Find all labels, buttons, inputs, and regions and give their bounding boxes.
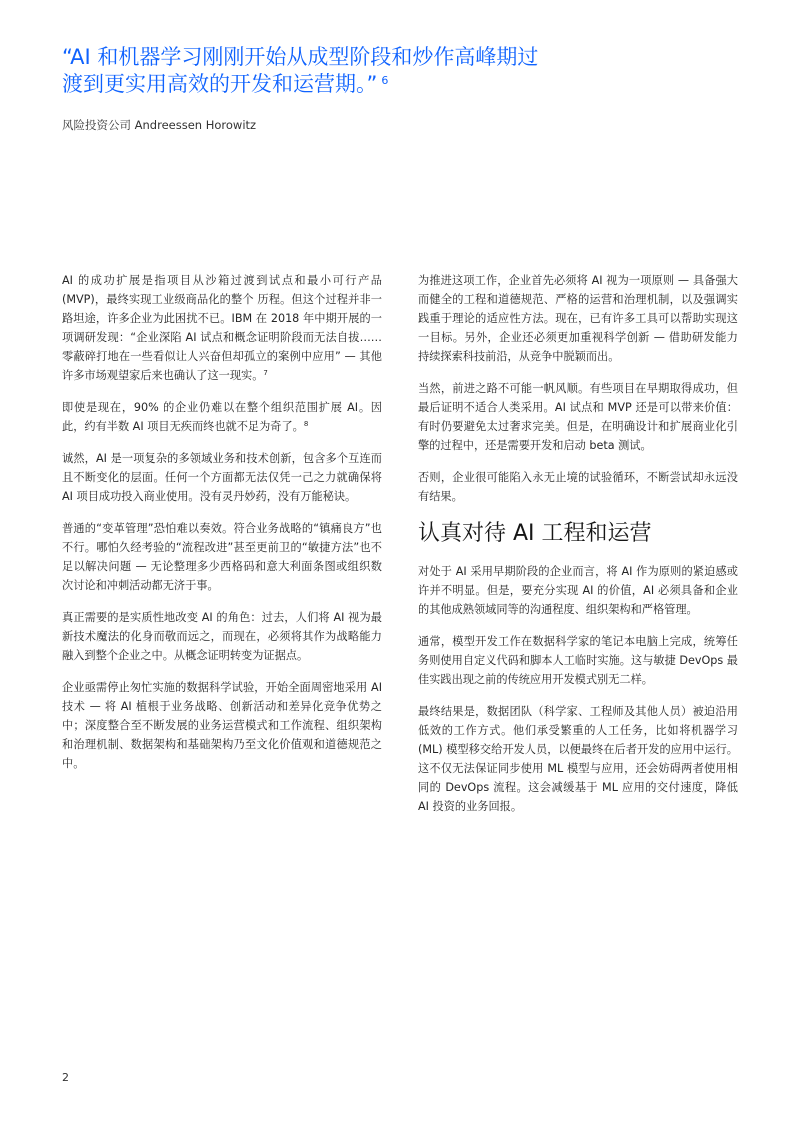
right-column — [418, 271, 738, 829]
left-column — [62, 271, 382, 786]
paragraph: 即使是现在，90% 的企业仍难以在整个组织范围扩展 AI。因此，约有半数 AI 项目无疾而终也就不足为奇了。$^8$ — [62, 401, 382, 433]
quote-source: 风险投资公司 Andreessen Horowitz — [62, 118, 257, 132]
pull-quote-text: “AI 和机器学习刚刚开始从成型阶段和炒作高峰期过渡到更实用高效的开发和运营期。” — [62, 45, 539, 96]
paragraph: 通常，模型开发工作在数据科学家的笔记本电脑上完成，统筹任务则使用自定义代码和脚本人工临时实施。这与敏捷 DevOps 最佳实践出现之前的传统应用开发模式别无二样。 — [418, 635, 738, 686]
pull-quote — [62, 44, 542, 98]
page-number: 2 — [62, 1071, 69, 1084]
paragraph: 当然，前进之路不可能一帆风顺。有些项目在早期取得成功，但最后证明不适合人类采用。AI 试点和 MVP 还是可以带来价值：有时仍要避免太过奢求完美。但是，在明确设计和扩展商业化引擎的过程中，还是需要开发和启动 beta 测试。 — [418, 382, 738, 452]
paragraph: 对处于 AI 采用早期阶段的企业而言，将 AI 作为原则的紧迫感或许并不明显。但是，要充分实现 AI 的价值，AI 必须具备和企业的其他成熟领域同等的沟通程度、组织架构和严格管理。 — [418, 565, 738, 616]
footnote-ref: 8 — [303, 420, 309, 428]
paragraph: 最终结果是，数据团队（科学家、工程师及其他人员）被迫沿用低效的工作方式。他们承受繁重的人工任务，比如将机器学习 (ML) 模型移交给开发人员，以便最终在后者开发的应用中运行。这不仅无法保证同步使用 ML 模型与应用，还会妨碍两者使用相同的 DevOps 流程。这会减缓基于 ML 应用的交付速度，降低 AI 投资的业务回报。 — [418, 705, 738, 813]
paragraph: AI 的成功扩展是指项目从沙箱过渡到试点和最小可行产品 (MVP)，最终实现工业级商品化的整个 历程。但这个过程并非一路坦途，许多企业为此困扰不已。IBM 在 2018 年中期开展的一项调研发现：“企业深陷 AI 试点和概念证明阶段而无法自拔……零蔽碎打地在一些看似让人兴奋但却孤立的案例中应用” — 其他许多市场观望家后来也确认了这一现实。$^7$ — [62, 274, 382, 382]
paragraph: 真正需要的是实质性地改变 AI 的角色：过去，人们将 AI 视为最新技术魔法的化身而敬而远之，而现在，必须将其作为战略能力融入到整个企业之中。从概念证明转变为证据点。 — [62, 611, 382, 662]
footnote-ref: 7 — [263, 369, 268, 377]
section-heading: 认真对待 AI 工程和运营 — [418, 521, 652, 546]
paragraph: 诚然，AI 是一项复杂的多领域业务和技术创新，包含多个互连而且不断变化的层面。任何一个方面都无法仅凭一己之力就确保将 AI 项目成功投入商业使用。没有灵丹妙药，没有万能秘诀。 — [62, 452, 382, 503]
paragraph: 普通的“变革管理”恐怕难以奏效。符合业务战略的“镇痛良方”也不行。哪怕久经考验的“流程改进”甚至更前卫的“敏捷方法”也不足以解决问题 — 无论整理多少西格码和意大利面条图或组织数次讨论和冲刺活动都无济于事。 — [62, 522, 382, 592]
paragraph: 企业亟需停止匆忙实施的数据科学试验，开始全面周密地采用 AI 技术 — 将 AI 植根于业务战略、创新活动和差异化竞争优势之中；深度整合至不断发展的业务运营模式和工作流程、组织架构和治理机制、数据架构和基础架构乃至文化价值观和道德规范之中。 — [62, 681, 382, 770]
paragraph: 否则，企业很可能陷入永无止境的试验循环，不断尝试却永远没有结果。 — [418, 471, 738, 503]
pull-quote-footnote-ref: 6 — [381, 74, 389, 87]
paragraph: 为推进这项工作，企业首先必须将 AI 视为一项原则 — 具备强大而健全的工程和道德规范、严格的运营和治理机制，以及强调实践重于理论的适应性方法。现在，已有许多工具可以帮助实现这一目标。另外，企业还必须更加重视科学创新 — 借助研发能力持续探索科技前沿，从竞争中脱颖而出。 — [418, 274, 738, 363]
